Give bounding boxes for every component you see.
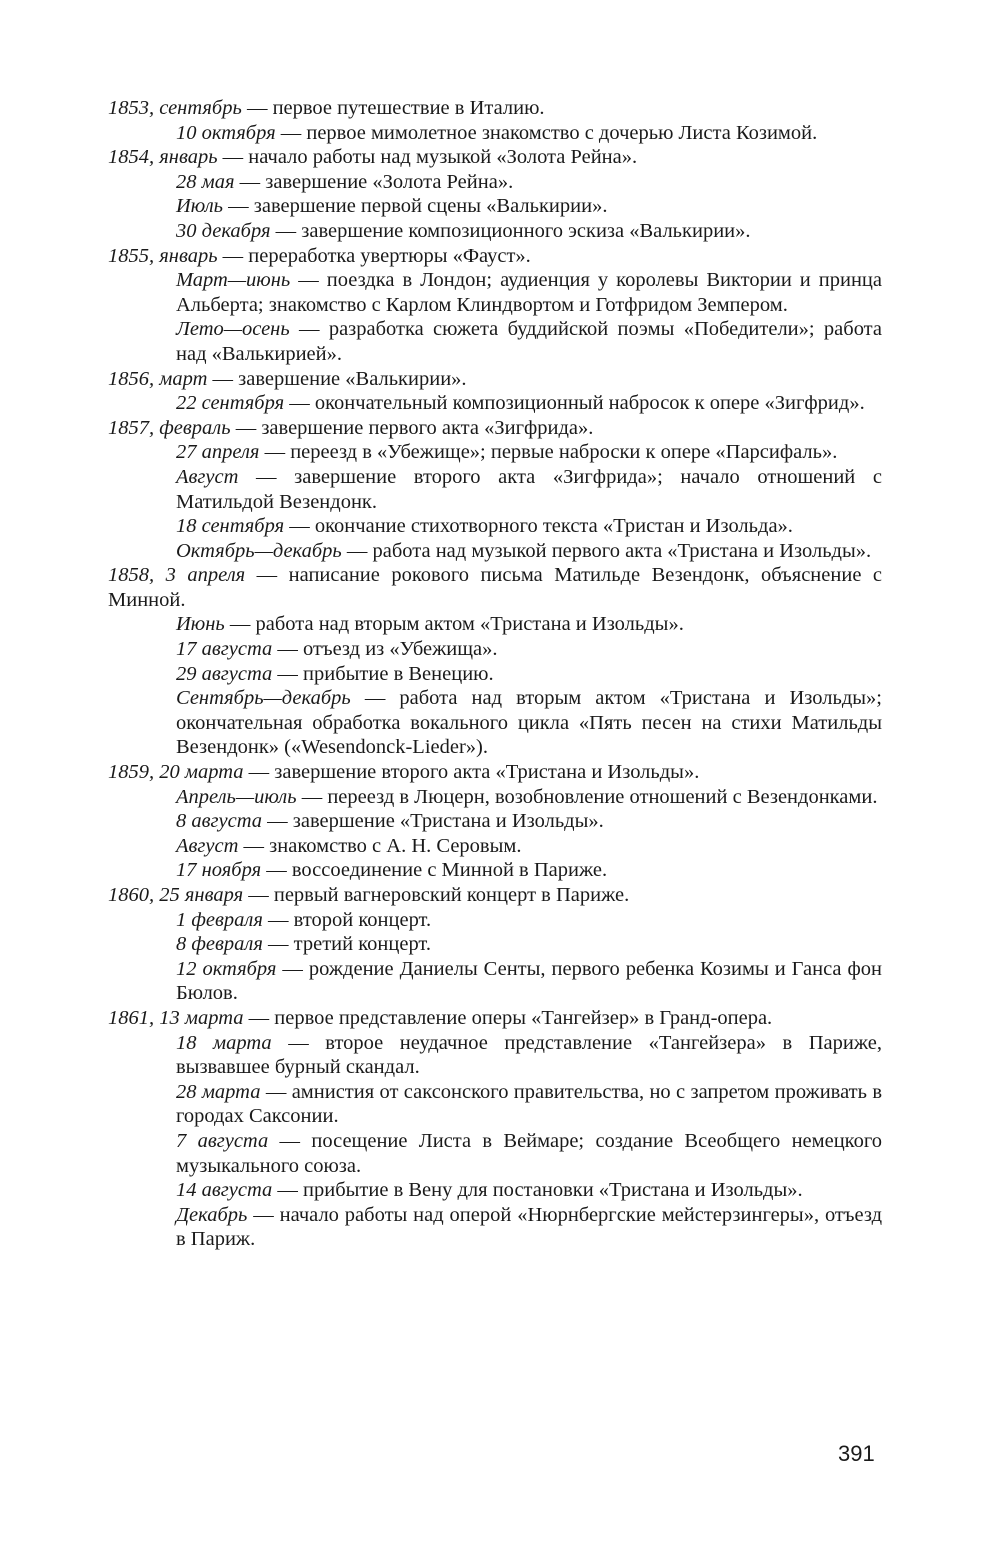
entry-text: — третий концерт. — [262, 933, 431, 956]
chronology-list — [108, 96, 882, 1252]
sub-entry — [108, 268, 882, 317]
entry-date: Август — [176, 465, 239, 488]
entry-date: 29 августа — [176, 662, 273, 685]
sub-entry — [108, 932, 882, 957]
sub-entry — [108, 637, 882, 662]
entry-text: — работа над вторым актом «Тристана и Изольды». — [224, 613, 684, 636]
entry-date: Лето—осень — [176, 318, 290, 341]
entry-date: 1856, март — [108, 367, 208, 390]
entry-date: Июнь — [176, 613, 225, 636]
entry-date: 8 августа — [176, 810, 263, 833]
entry-date: 17 августа — [176, 638, 273, 661]
entry-text: — первое путешествие в Италию. — [241, 97, 545, 119]
sub-entry — [108, 317, 882, 366]
entry-date: 1860, 25 января — [108, 884, 244, 906]
entry-text: — второй концерт. — [262, 908, 432, 931]
entry-text: — рождение Даниелы Сенты, первого ребенка Козимы и Ганса фон Бюлов. — [176, 957, 882, 1005]
entry-text: — первый вагнеровский концерт в Париже. — [243, 884, 630, 906]
entry-date: Октябрь—декабрь — [176, 539, 342, 562]
entry-text: — разработка сюжета буддийской поэмы «Победители»; работа над «Валькирией». — [176, 318, 882, 365]
entry-text: — второе неудачное представление «Тангейзера» в Париже, вызвавшее бурный скандал. — [176, 1031, 882, 1079]
sub-entry — [108, 785, 882, 810]
entry-text: — завершение композиционного эскиза «Валькирии». — [270, 219, 751, 242]
sub-entry — [108, 809, 882, 834]
entry-date: 1855, январь — [108, 244, 218, 267]
entry-date: 18 сентября — [176, 515, 285, 538]
entry-text: — первое представление оперы «Тангейзер» в Гранд-опера. — [243, 1006, 773, 1029]
entry-text: — завершение второго акта «Тристана и Изольды». — [243, 761, 700, 784]
sub-entry — [108, 121, 882, 146]
entry-text: — посещение Листа в Веймаре; создание Всеобщего немецкого музыкального союза. — [176, 1129, 882, 1177]
entry-date: 7 августа — [176, 1129, 269, 1152]
sub-entry — [108, 908, 882, 933]
entry-text: — переезд в «Убежище»; первые наброски к опере «Парсифаль». — [259, 441, 838, 464]
entry-text: — поездка в Лондон; аудиенция у королевы Виктории и принца Альберта; знакомство с Карлом Клиндвортом и Готфридом Земпером. — [176, 269, 882, 316]
sub-entry — [108, 539, 882, 564]
entry-date: 12 октября — [176, 957, 277, 980]
sub-entry — [108, 957, 882, 1006]
sub-entry — [108, 440, 882, 465]
sub-entry — [108, 858, 882, 883]
entry-text: — завершение «Тристана и Изольды». — [262, 810, 604, 833]
entry-date: 28 мая — [176, 170, 235, 193]
entry-text: — завершение «Валькирии». — [207, 367, 467, 390]
entry-text: — завершение второго акта «Зигфрида»; начало отношений с Матильдой Везендонк. — [176, 465, 882, 513]
entry-text: — воссоединение с Минной в Париже. — [261, 859, 608, 882]
entry-text: — знакомство с А. Н. Серовым. — [238, 834, 522, 857]
entry-text: — первое мимолетное знакомство с дочерью Листа Козимой. — [275, 121, 818, 144]
sub-entry — [108, 170, 882, 195]
entry-date: 10 октября — [176, 121, 276, 144]
year-entry — [108, 145, 882, 170]
entry-date: 22 сентября — [176, 392, 285, 415]
entry-date: Сентябрь—декабрь — [176, 687, 351, 710]
year-entry — [108, 563, 882, 612]
entry-date: 18 марта — [176, 1031, 272, 1054]
sub-entry — [108, 1129, 882, 1178]
sub-entry — [108, 834, 882, 859]
entry-date: 8 февраля — [176, 933, 263, 956]
entry-text: — амнистия от саксонского правительства, но с запретом проживать в городах Саксонии. — [176, 1080, 883, 1128]
entry-text: — отъезд из «Убежища». — [272, 638, 498, 661]
entry-date: Апрель—июль — [176, 785, 297, 808]
sub-entry — [108, 391, 882, 416]
entry-date: Июль — [176, 195, 224, 218]
sub-entry — [108, 1080, 882, 1129]
entry-text: — завершение первой сцены «Валькирии». — [223, 195, 608, 218]
entry-text: — окончание стихотворного текста «Тристан и Изольда». — [284, 515, 793, 538]
sub-entry — [108, 219, 882, 244]
entry-date: 30 декабря — [176, 219, 271, 242]
entry-date: Декабрь — [176, 1203, 248, 1226]
year-entry — [108, 244, 882, 269]
entry-date: 17 ноября — [176, 859, 262, 882]
entry-text: — завершение «Золота Рейна». — [234, 170, 514, 193]
entry-text: — окончательный композиционный набросок к опере «Зигфрид». — [284, 392, 865, 415]
entry-text: — переработка увертюры «Фауст». — [217, 244, 531, 267]
sub-entry — [108, 465, 882, 514]
entry-text: — работа над музыкой первого акта «Тристана и Изольды». — [341, 539, 872, 562]
year-entry — [108, 96, 882, 121]
entry-date: 1853, сентябрь — [108, 97, 242, 119]
entry-text: — начало работы над оперой «Нюрнбергские мейстерзингеры», отъезд в Париж. — [176, 1203, 882, 1251]
entry-text: — прибытие в Вену для постановки «Тристана и Изольды». — [272, 1179, 803, 1202]
page-number: 391 — [838, 1441, 875, 1466]
sub-entry — [108, 662, 882, 687]
entry-date: 1854, январь — [108, 146, 218, 169]
sub-entry — [108, 1178, 882, 1203]
entry-date: 14 августа — [176, 1179, 273, 1202]
entry-text: — прибытие в Венецию. — [272, 662, 494, 685]
entry-date: 1859, 20 марта — [108, 761, 244, 784]
entry-text: — работа над вторым актом «Тристана и Изольды»; окончательная обработка вокального цикла «Пять песен на стихи Матильды Везендонк» («Wesendonck-Lieder»). — [176, 687, 882, 759]
entry-date: Август — [176, 834, 239, 857]
entry-date: 1861, 13 марта — [108, 1006, 244, 1029]
year-entry — [108, 883, 882, 908]
entry-text: — переезд в Люцерн, возобновление отношений с Везендонками. — [296, 785, 878, 808]
entry-text: — завершение первого акта «Зигфрида». — [230, 416, 594, 439]
entry-date: 1 февраля — [176, 908, 263, 931]
entry-date: 1857, февраль — [108, 416, 231, 439]
entry-date: Март—июнь — [176, 269, 291, 292]
entry-text: — начало работы над музыкой «Золота Рейна». — [217, 146, 638, 169]
sub-entry — [108, 1203, 882, 1252]
sub-entry — [108, 1031, 882, 1080]
sub-entry — [108, 194, 882, 219]
entry-date: 27 апреля — [176, 441, 260, 464]
year-entry — [108, 367, 882, 392]
year-entry — [108, 416, 882, 441]
entry-date: 1858, 3 апреля — [108, 564, 246, 587]
year-entry — [108, 1006, 882, 1031]
sub-entry — [108, 514, 882, 539]
year-entry — [108, 760, 882, 785]
sub-entry — [108, 686, 882, 760]
entry-text: — написание рокового письма Матильде Везендонк, объяснение с Минной. — [108, 564, 883, 611]
sub-entry — [108, 612, 882, 637]
entry-date: 28 марта — [176, 1080, 261, 1103]
